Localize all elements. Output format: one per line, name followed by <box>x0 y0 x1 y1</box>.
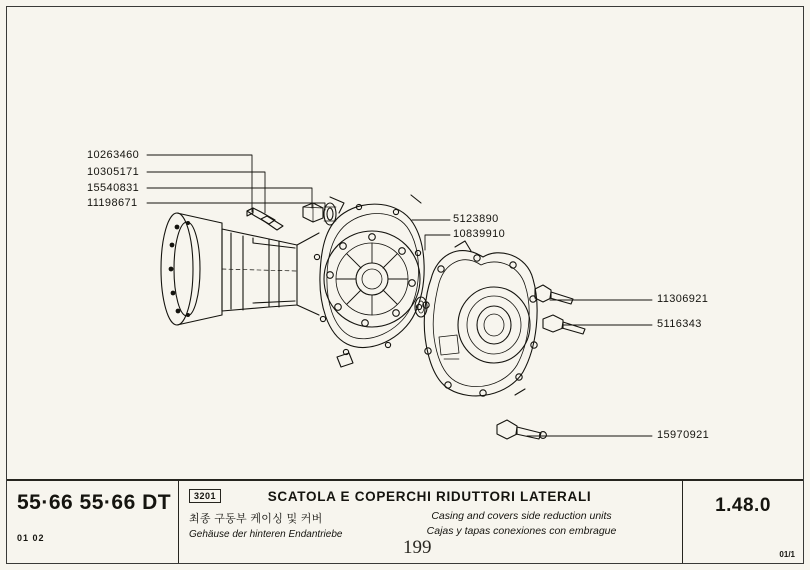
model-cell <box>7 481 179 563</box>
callout-11198671: 11198671 <box>87 197 138 209</box>
table-code-box: 3201 <box>189 489 221 503</box>
translations-right <box>395 510 678 540</box>
title-english: Casing and covers side reduction units <box>431 510 612 522</box>
callout-15970921: 15970921 <box>657 429 710 441</box>
title-row-primary <box>183 487 678 504</box>
title-row-translations <box>183 510 678 540</box>
callout-10305171: 10305171 <box>87 166 140 178</box>
translations-left <box>183 510 395 540</box>
side-reduction-cover <box>423 241 537 396</box>
axle-housing <box>161 213 319 325</box>
exploded-parts-drawing <box>7 7 803 479</box>
title-italian: SCATOLA E COPERCHI RIDUTTORI LATERALI <box>267 489 592 504</box>
right-bolts <box>497 285 585 439</box>
title-spanish: Cajas y tapas conexiones con embrague <box>426 525 617 537</box>
hardware-bolts <box>247 203 336 230</box>
callout-5116343: 5116343 <box>657 318 702 330</box>
drawing-svg <box>7 7 803 479</box>
plate-number-cell <box>683 481 803 563</box>
page-number: 199 <box>403 537 432 558</box>
leader-lines-left <box>147 155 325 213</box>
plate-number: 1.48.0 <box>715 495 771 516</box>
callout-11306921: 11306921 <box>657 293 709 305</box>
model-subcode: 01 02 <box>17 533 45 543</box>
title-german: Gehäuse der hinteren Endantriebe <box>189 529 343 540</box>
page-sheet-border <box>6 6 804 564</box>
callout-10839910: 10839910 <box>453 228 506 240</box>
title-korean: 최종 구동부 케이싱 및 커버 <box>189 513 323 525</box>
callout-15540831: 15540831 <box>87 182 140 194</box>
revision-code: 01/1 <box>779 550 795 559</box>
model-designation: 55·66 55·66 DT <box>17 491 172 514</box>
callout-5123890: 5123890 <box>453 213 499 225</box>
callout-10263460: 10263460 <box>87 149 140 161</box>
leader-lines-right <box>527 300 652 436</box>
leader-lines-center <box>412 220 450 250</box>
